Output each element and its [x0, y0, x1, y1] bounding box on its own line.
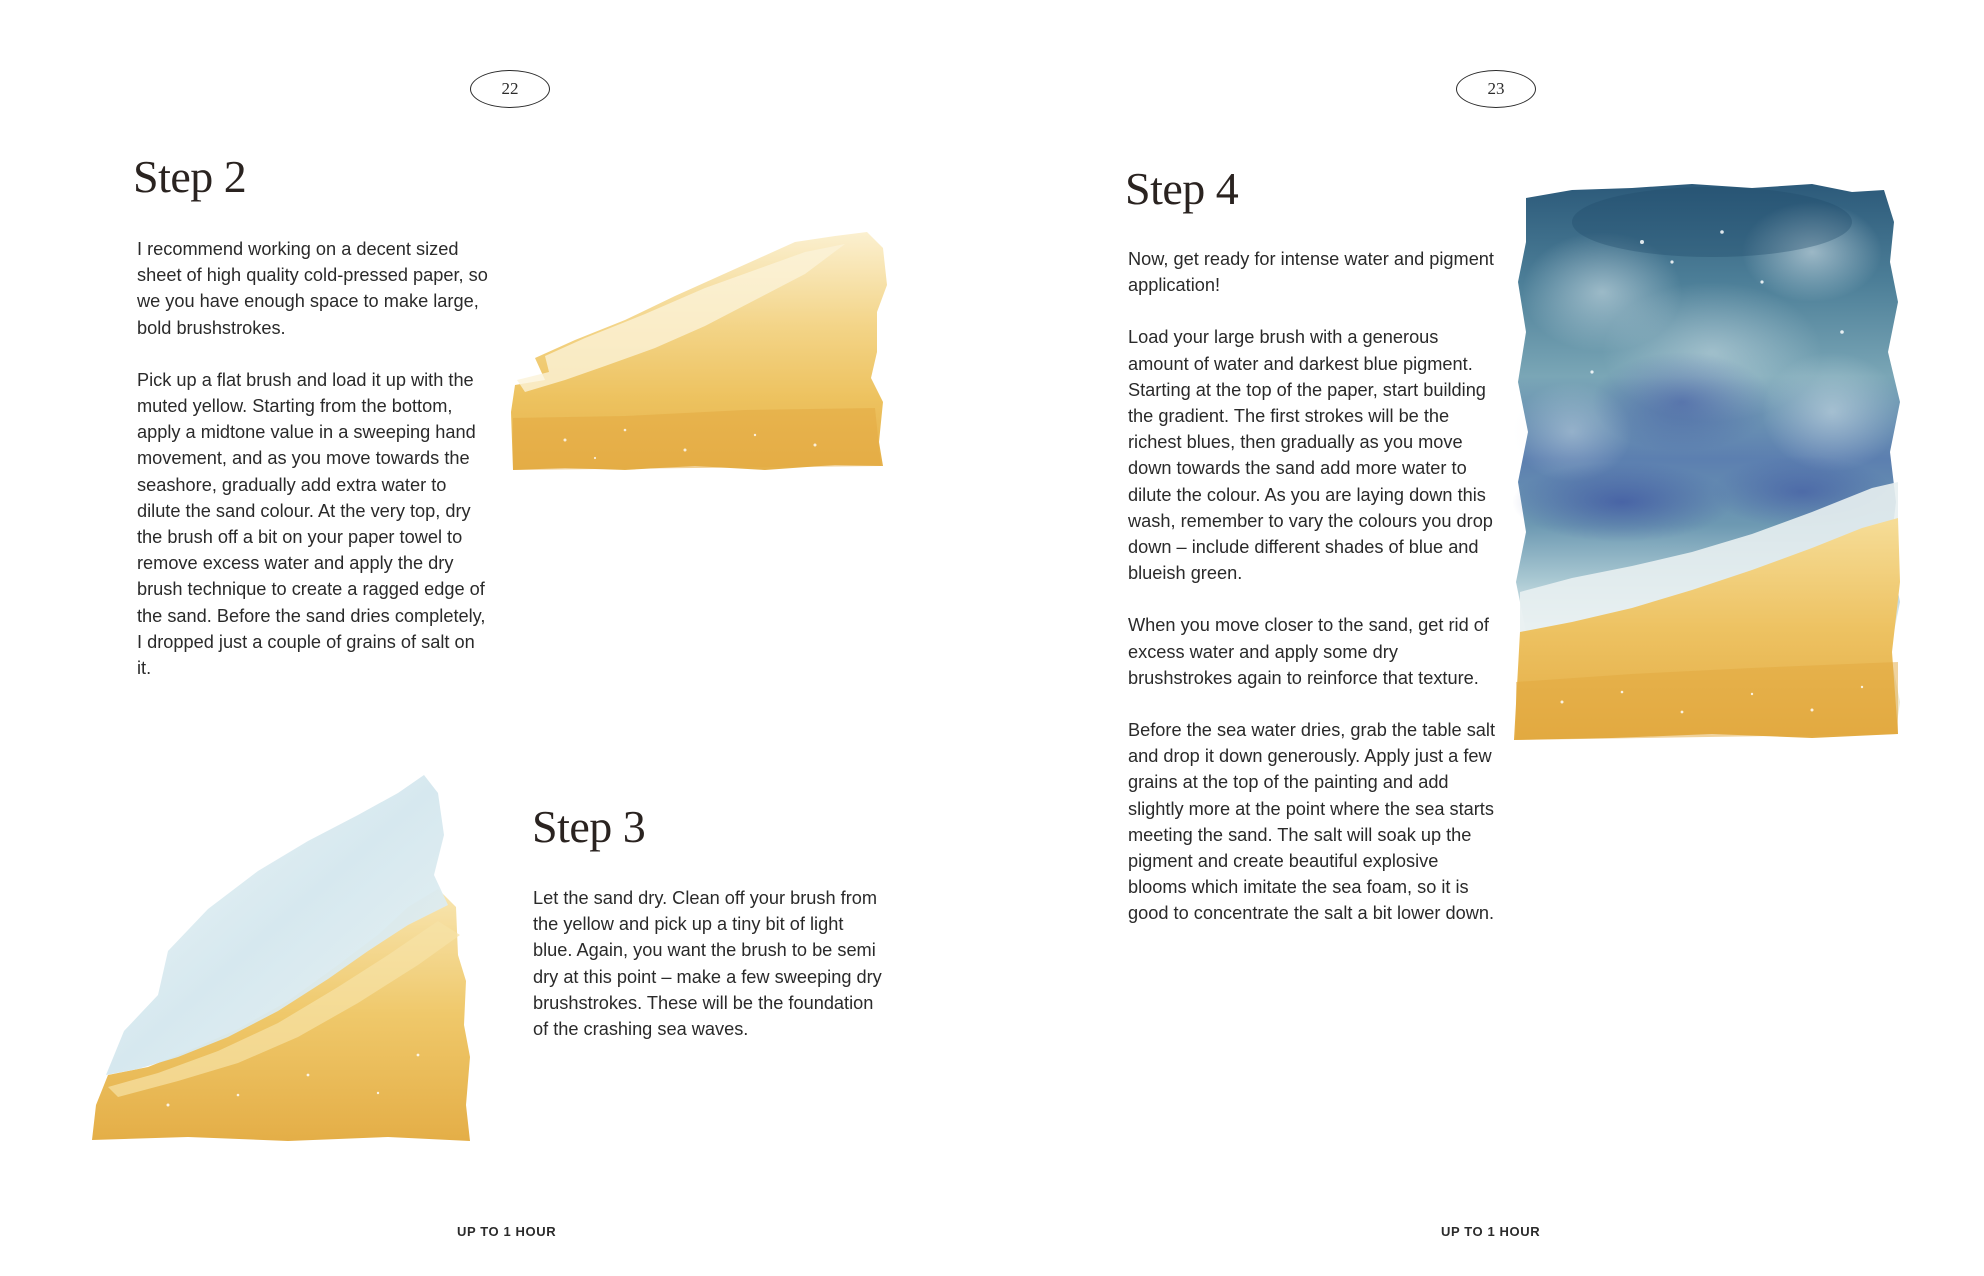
step-2-heading: Step 2: [133, 151, 247, 202]
step-4-seascape-illustration: [1512, 182, 1902, 742]
footer-right: UP TO 1 HOUR: [1441, 1224, 1541, 1239]
step-4-paragraph-4: Before the sea water dries, grab the table salt and drop it down generously. Apply just a few grains at the top of the painting and add slightly more at the point where the sea starts meeting the sand. The salt will soak up the pigment and create beautiful explosive blooms which imitate the sea foam, so it is good to concentrate the salt a bit lower down.: [1128, 720, 1495, 924]
step-2-sand-illustration: [505, 230, 890, 475]
step-4-heading: Step 4: [1125, 163, 1239, 214]
page-number-right: [1456, 70, 1536, 108]
step-2-body: [137, 236, 493, 681]
step-4-body: [1128, 246, 1496, 927]
page-number-left-label: 22: [501, 79, 519, 98]
step-2-paragraph-1: I recommend working on a decent sized sheet of high quality cold-pressed paper, so we you have enough space to make large, bold brushstrokes.: [137, 239, 488, 338]
step-3-wave-foundation-illustration: [88, 775, 473, 1143]
page-number-right-label: 23: [1487, 79, 1505, 98]
step-2-paragraph-2: Pick up a flat brush and load it up with the muted yellow. Starting from the bottom, apply a midtone value in a sweeping hand movement, and as you move towards the seashore, gradually add extra water to dilute the sand colour. At the very top, dry the brush off a bit on your paper towel to remove excess water and apply the dry brush technique to create a ragged edge of the sand. Before the sand dries completely, I dropped just a couple of grains of salt on it.: [137, 369, 486, 679]
page-number-left: [470, 70, 550, 108]
step-4-paragraph-2: Load your large brush with a generous amount of water and darkest blue pigment. Starting at the top of the paper, start building the gradient. The first strokes will be the richest blues, then gradually as you move down towards the sand add more water to dilute the colour. As you are laying down this wash, remember to vary the colours you drop down – include different shades of blue and blueish green.: [1128, 327, 1493, 584]
step-3-body: [533, 885, 885, 1042]
step-4-paragraph-1: Now, get ready for intense water and pigment application!: [1128, 249, 1494, 296]
step-4-paragraph-3: When you move closer to the sand, get rid of excess water and apply some dry brushstrokes again to reinforce that texture.: [1128, 615, 1489, 688]
step-3-heading: Step 3: [532, 801, 646, 852]
footer-left: UP TO 1 HOUR: [457, 1224, 557, 1239]
sand-wash-dark-band: [513, 408, 881, 470]
step-3-paragraph-1: Let the sand dry. Clean off your brush from the yellow and pick up a tiny bit of light blue. Again, you want the brush to be semi dry at this point – make a few sweeping dry brushstrokes. These will be the foundation of the crashing sea waves.: [533, 888, 882, 1040]
